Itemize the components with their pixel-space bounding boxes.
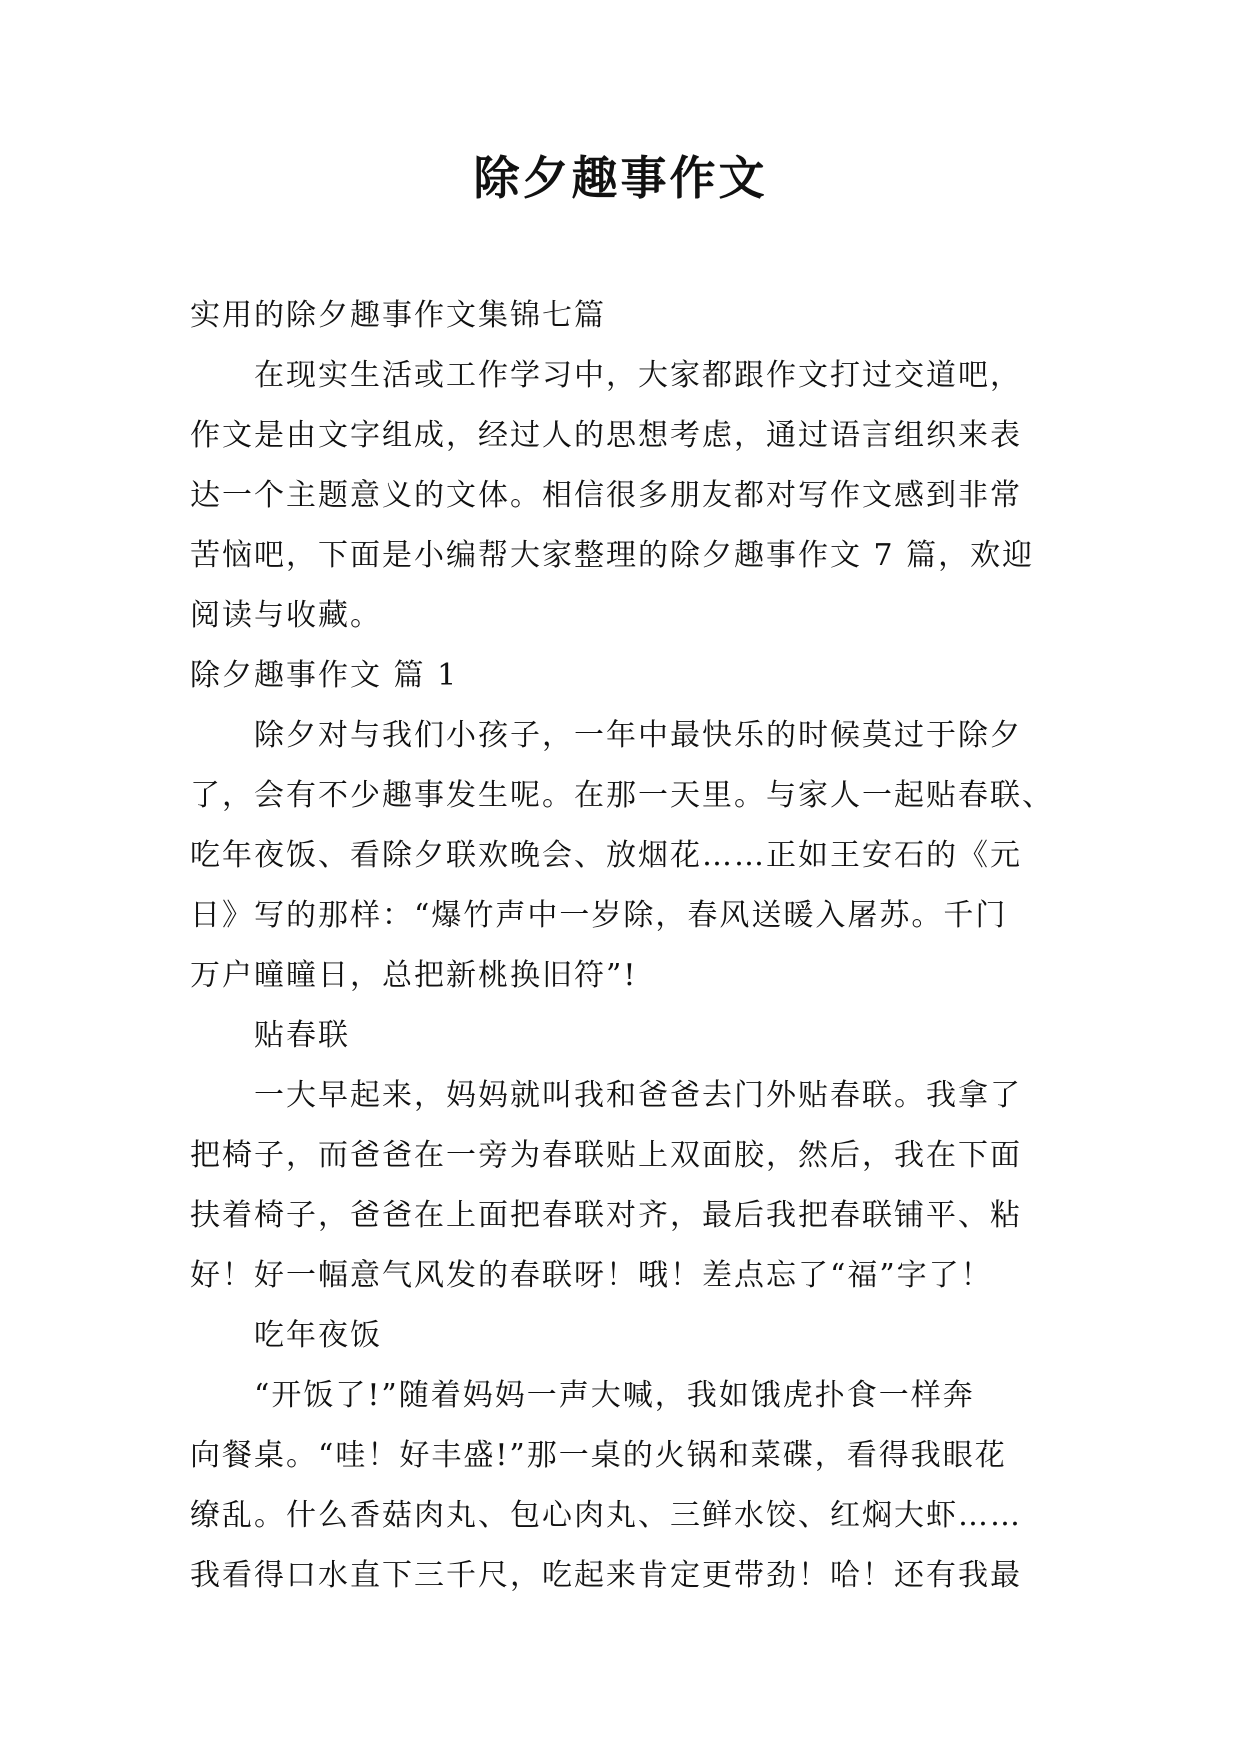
- text-line: 向餐桌。“哇！好丰盛!”那一桌的火锅和菜碟，看得我眼花: [190, 1438, 1007, 1473]
- text-line: 在现实生活或工作学习中，大家都跟作文打过交道吧，: [254, 358, 1022, 393]
- text-line: 好！好一幅意气风发的春联呀！哦！差点忘了“福”字了！: [190, 1258, 993, 1293]
- text-line: 阅读与收藏。: [190, 598, 382, 633]
- document-body: [190, 286, 1070, 1606]
- text-line: 苦恼吧，下面是小编帮大家整理的除夕趣事作文 7 篇，欢迎: [190, 538, 1035, 573]
- text-line: 缭乱。什么香菇肉丸、包心肉丸、三鲜水饺、红焖大虾……: [190, 1498, 1022, 1533]
- text-line: 实用的除夕趣事作文集锦七篇: [190, 298, 606, 333]
- text-line: 把椅子，而爸爸在一旁为春联贴上双面胶，然后，我在下面: [190, 1138, 1022, 1173]
- text-line: 扶着椅子，爸爸在上面把春联对齐，最后我把春联铺平、粘: [190, 1198, 1022, 1233]
- text-line: 万户曈曈日，总把新桃换旧符”!: [190, 958, 638, 993]
- text-line: 贴春联: [254, 1018, 350, 1053]
- document-title: 除夕趣事作文: [473, 151, 768, 205]
- text-line: 除夕趣事作文 篇 1: [190, 658, 459, 693]
- text-line: 吃年夜饭、看除夕联欢晚会、放烟花……正如王安石的《元: [190, 838, 1022, 873]
- text-line: “开饭了!”随着妈妈一声大喊，我如饿虎扑食一样奔: [254, 1378, 975, 1413]
- text-line: 了，会有不少趣事发生呢。在那一天里。与家人一起贴春联、: [190, 778, 1054, 813]
- text-line: 日》写的那样：“爆竹声中一岁除，春风送暖入屠苏。千门: [190, 898, 1008, 933]
- text-line: 除夕对与我们小孩子，一年中最快乐的时候莫过于除夕: [254, 718, 1022, 753]
- text-line: 我看得口水直下三千尺，吃起来肯定更带劲！哈！还有我最: [190, 1558, 1022, 1593]
- text-line: 作文是由文字组成，经过人的思想考虑，通过语言组织来表: [190, 418, 1022, 453]
- text-line: 达一个主题意义的文体。相信很多朋友都对写作文感到非常: [190, 478, 1022, 513]
- text-line: 吃年夜饭: [254, 1318, 382, 1353]
- text-line: 一大早起来，妈妈就叫我和爸爸去门外贴春联。我拿了: [254, 1078, 1022, 1113]
